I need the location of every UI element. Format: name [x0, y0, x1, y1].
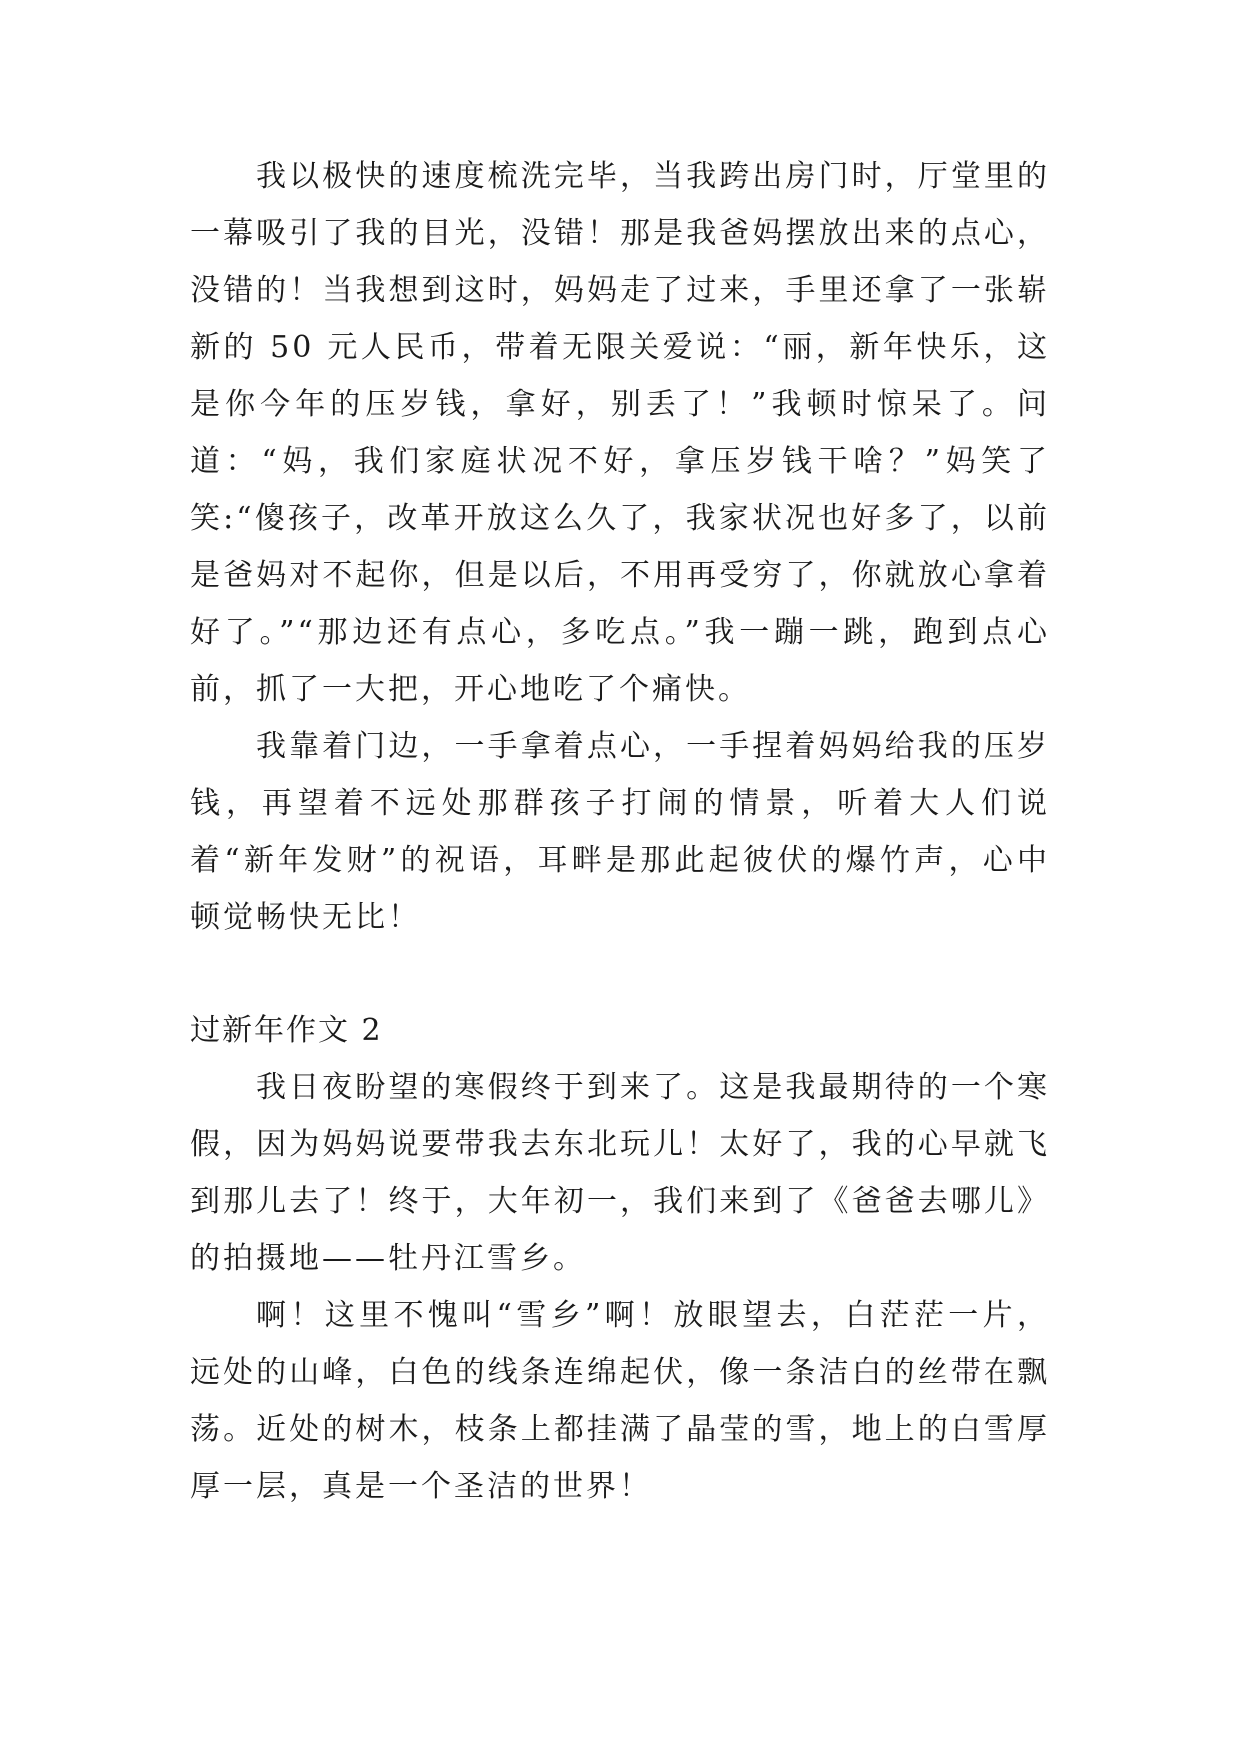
paragraph-snow-village: 啊！这里不愧叫“雪乡”啊！放眼望去，白茫茫一片，远处的山峰，白色的线条连绵起伏，像一条洁白的丝带在飘荡。近处的树木，枝条上都挂满了晶莹的雪，地上的白雪厚厚一层，真是一个圣洁的世界！: [190, 1298, 1050, 1504]
paragraph-by-the-door: 我靠着门边，一手拿着点心，一手捏着妈妈给我的压岁钱，再望着不远处那群孩子打闹的情景，听着大人们说着“新年发财”的祝语，耳畔是那此起彼伏的爆竹声，心中顿觉畅快无比！: [190, 729, 1050, 935]
document-page: [190, 148, 1050, 1515]
paragraph-morning-snacks: 我以极快的速度梳洗完毕，当我跨出房门时，厅堂里的一幕吸引了我的目光，没错！那是我爸妈摆放出来的点心，没错的！当我想到这时，妈妈走了过来，手里还拿了一张崭新的 50 元人民币，带着无限关爱说：“丽，新年快乐，这是你今年的压岁钱，拿好，别丢了！”我顿时惊呆了。问道：“妈，我们家庭状况不好，拿压岁钱干啥？”妈笑了笑:“傻孩子，改革开放这么久了，我家状况也好多了，以前是爸妈对不起你，但是以后，不用再受穷了，你就放心拿着好了。”“那边还有点心，多吃点。”我一蹦一跳，跑到点心前，抓了一大把，开心地吃了个痛快。: [190, 159, 1050, 707]
paragraph-winter-vacation: 我日夜盼望的寒假终于到来了。这是我最期待的一个寒假，因为妈妈说要带我去东北玩儿！太好了，我的心早就飞到那儿去了！终于，大年初一，我们来到了《爸爸去哪儿》的拍摄地——牡丹江雪乡。: [190, 1070, 1050, 1276]
section-title: 过新年作文 2: [190, 1013, 383, 1048]
